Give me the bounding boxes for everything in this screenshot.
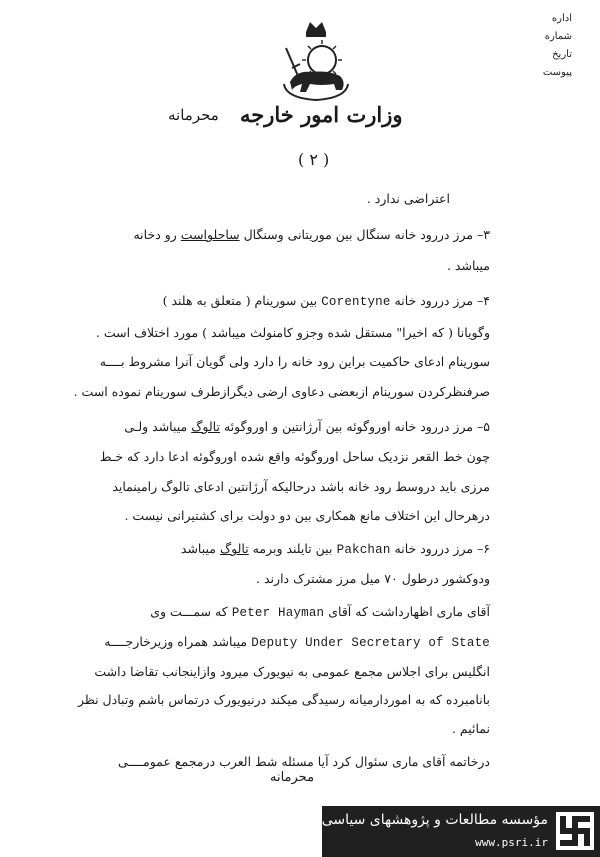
swastika-knot-logo-icon	[556, 812, 594, 850]
institution-name: مؤسسه مطالعات و پژوهشهای سیاسی	[321, 812, 548, 828]
body-line-16: انگلیس برای اجلاس مجمع عمومی به نیویورک میرود وازاینجانب تقاضا داشت	[94, 664, 490, 679]
body-line-10: مرزی باید دروسط رود خانه باشد درحالیکه آرژانتین ادعای تالوگ رامینماید	[112, 479, 490, 494]
underlined-term: تالوگ	[219, 541, 249, 556]
meta-field-number: شماره	[544, 31, 572, 42]
watermark-banner	[322, 806, 600, 857]
body-line-13: ودوکشور درطول ۷۰ میل مرز مشترک دارند .	[256, 571, 490, 586]
body-line-18: نمائیم .	[451, 721, 490, 736]
body-line-6: سورینام ادعای حاکمیت براین رود خانه را دارد ولی گویان آنرا مشروط بــــه	[99, 354, 490, 369]
underlined-term: تالوگ	[191, 419, 220, 434]
body-line-3: میباشد .	[446, 258, 490, 273]
body-line-1: اعتراضی ندارد .	[366, 191, 450, 206]
footer-confidential-label: محرمانه	[270, 770, 315, 785]
meta-fields	[502, 10, 572, 82]
page-number: ( ۲ )	[298, 150, 330, 169]
meta-field-office: اداره	[551, 13, 572, 24]
meta-field-date: تاریخ	[552, 49, 572, 60]
body-line-12: ۶– مرز دررود خانه Pakchan بین تایلند وبرمه تالوگ میباشد	[180, 541, 490, 557]
body-line-11: درهرحال این اختلاف مانع همکاری بین دو دولت برای کشتیرانی نیست .	[124, 508, 490, 523]
body-line-17: بانامبرده که به اموردارمیانه رسیدگی میکند درنیویورک درتماس باشم وتبادل نظر	[77, 692, 490, 707]
body-line-14: آقای ماری اظهارداشت که آقای Peter Hayman که سمـــت وی	[150, 604, 490, 620]
body-line-15: Deputy Under Secretary of State میباشد همراه وزیرخارجــــه	[104, 634, 490, 650]
lion-and-sun-emblem-icon	[276, 18, 356, 104]
body-line-5: وگویانا ( که اخیرا" مستقل شده وجزو کامنولث میباشد ) مورد اختلاف است .	[95, 325, 490, 340]
body-line-7: صرفنظرکردن سورینام ازبعضی دعاوی ارضی دیگرازطرف سورینام نموده است .	[73, 384, 490, 399]
confidential-label: محرمانه	[168, 106, 219, 124]
meta-field-attachment: پیوست	[542, 67, 572, 78]
body-line-8: ۵– مرز دررود خانه اوروگوئه بین آرژانتین و اوروگوئه تالوگ میباشد ولـی	[124, 419, 490, 434]
body-line-9: چون خط القعر نزدیک ساحل اوروگوئه واقع شده اوروگوئه ادعا دارد که خـط	[99, 449, 490, 464]
ministry-heading: وزارت امور خارجه	[240, 102, 403, 127]
body-line-2: ۳– مرز دررود خانه سنگال بین موریتانی وسنگال ساحلواست رو دخانه	[133, 227, 490, 242]
body-line-19: درخاتمه آقای ماری سئوال کرد آیا مسئله شط العرب درمجمع عمومــــی	[117, 754, 490, 769]
institution-url: www.psri.ir	[475, 836, 548, 849]
underlined-term: ساحلواست	[180, 227, 240, 242]
body-line-4: ۴– مرز دررود خانه Corentyne بین سورینام ( متعلق به هلند )	[162, 293, 490, 309]
